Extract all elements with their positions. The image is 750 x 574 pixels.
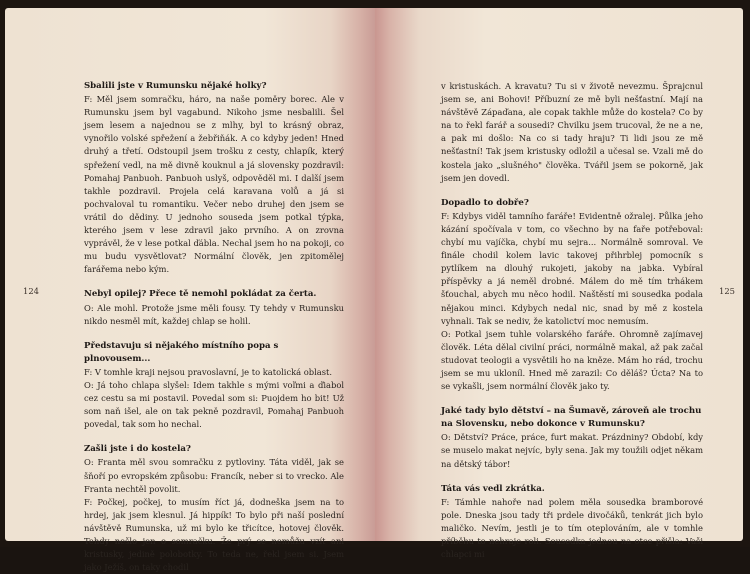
interview-answer: O: Potkal jsem tuhle volarského faráře. Ohromně zajímavej člověk. Léta dělal civilní práci, normálně makal, až pak začal studovat teologii a vysvětili ho na kněze. Mám ho rád, trochu jsem se mu ukloníl. Hned mě zarazil: Co děláš? Úcta? Na to se vykašli, jsem normální člověk jako ty. [441,328,703,392]
paragraph-gap [84,328,344,340]
paragraph-gap [441,471,703,483]
interview-question: Nebyl opilej? Přece tě nemohl pokládat za čerta. [84,289,317,300]
interview-answer: F: Měl jsem somračku, háro, na naše poměry borec. Ale v Rumunsku jsem byl vagabund. Nikoho jsme nesbalili. Šel jsem lesem a najednou se z mlhy, byl to krásný obraz, vynořilo volské spřežení a žebřiňák. A co kdyby jeden! Hned druhý a třetí. Odstoupil jsem trošku z cesty, chlapík, který spřežení vedl, na mě divně kouknul a já slovensky pozdravil: Pomahaj Panbuoh. Panbuoh uslyš, odpověděl mi. I další jsem takhle pozdravil. Projela celá karavana volů a já si pochvaloval tu romantiku. Večer nebo druhej den jsem se vrátil do dědiny. U jednoho souseda jsem potkal týpka, kterého jsem v lese zdravil jako prvního. A on zrovna vyprávěl, že v lese potkal ďábla. Nechal jsem ho na pokoji, co mu budu vysvětlovat? Normální člověk, jen zpitomělej farářema nebo kým. [84,94,344,275]
right-page-text [441,80,703,561]
interview-question: Představuju si nějakého místního popa s plnovousem... [84,340,279,364]
paragraph-gap [441,185,703,197]
left-page [5,8,375,573]
left-page-number: 124 [23,286,39,296]
interview-answer: O: Franta měl svou somračku z pytloviny. Táta viděl, jak se šňoří po evropském způsobu: Francík, neber si to vrecko. Ale Franta nechtěl povolit. [84,457,344,494]
interview-question: Zašli jste i do kostela? [84,444,191,455]
interview-answer: O: Já toho chlapa slyšel: Idem takhle s mými voľmi a ďiabol cez cestu sa mi postavil. Povedal som si: Puojdem ho bit! Už som naň išel, ale on tak pekně pozdravil, Pomahaj Panbuoh povedal, tak som ho nechal. [84,379,344,430]
interview-answer: v kristuskách. A kravatu? Tu si v životě nevezmu. Šprajcnul jsem se, ani Bohovi! Příbuzní ze mě byli nešťastní. Mají na návštěvě Zápaďana, ale copak takhle může do kostela? Co by na to řekl farář a sousedi? Chvilku jsem trucoval, že ne a ne, a pak mi došlo: Na co si tady hraju? Ti lidi jsou ze mě nešťastní! Tak jsem kristusky odložil a učesal se. Vzali mě do kostela jako „slušného" člověka. Tvářil jsem se pokorně, jak jsem jen dovedl. [441,81,703,183]
left-page-text [84,80,344,574]
interview-answer: F: Támhle nahoře nad polem měla sousedka bramborové pole. Dneska jsou tady tři prdele divočáků, tenkrát jich bylo maličko. Nevím, jestli je to tím oteplováním, ale v tomhle příběhu to nehraje roli. Sousedka jednou na otce přišla: Vaši chlapci mi [441,496,703,560]
right-page [375,8,743,560]
paragraph-gap [441,393,703,405]
interview-question: Jaké tady bylo dětství – na Šumavě, zároveň ale trochu na Slovensku, nebo dokonce v Rumunsku? [441,406,702,430]
interview-answer: O: Ale mohl. Protože jsme měli fousy. Ty tehdy v Rumunsku nikdo nesměl mít, každej chlap se holil. [84,302,344,326]
interview-answer: O: Dětství? Práce, práce, furt makat. Prázdniny? Období, kdy se muselo makat nejvíc, byly sena. Jak my toužili odjet někam na dětský tábor! [441,432,703,469]
right-page-number: 125 [719,286,735,296]
interview-question: Sbalili jste v Rumunsku nějaké holky? [84,81,267,91]
interview-answer: F: Kdybys viděl tamního faráře! Evidentně ožralej. Půlka jeho kázání spočívala v tom, co všechno by na faře potřeboval: chybí mu vajíčka, chybí mu sejra... Normálně somroval. Ve finále chodil kolem lavic takovej přihrblej pomocník s pytlíkem na dlouhý rukojeti, jakoby na jabka. Vybíral příspěvky a já neměl drobné. Málem do mě tím trhákem šťouchal, abych mu něco hodil. Naštěstí mi sousedka podala nějakou minci. Kdybych nedal nic, snad by mě z kostela vyhnali. Tak se nediv, že katolictví moc nemusím. [441,210,703,326]
interview-question: Táta vás vedl zkrátka. [441,483,545,494]
paragraph-gap [84,431,344,443]
interview-question: Dopadlo to dobře? [441,197,529,208]
interview-answer: F: Počkej, počkej, to musím říct já, dodneška jsem na to hrdej, jak jsem klesnul. Já hippík! To bylo při naší poslední návštěvě Rumunska, už mi bylo ke třicítce, hotovej člověk. Tehdy nešlo jen o somračku. Že prý se nemůžu vzít ani kristusky, jedině polobotky. To teda ne, řekl jsem si. Jsem jako Ježíš, on taky chodil [84,496,344,573]
paragraph-gap [84,276,344,288]
interview-answer: F: V tomhle kraji nejsou pravoslavní, je to katolická oblast. [84,366,333,377]
